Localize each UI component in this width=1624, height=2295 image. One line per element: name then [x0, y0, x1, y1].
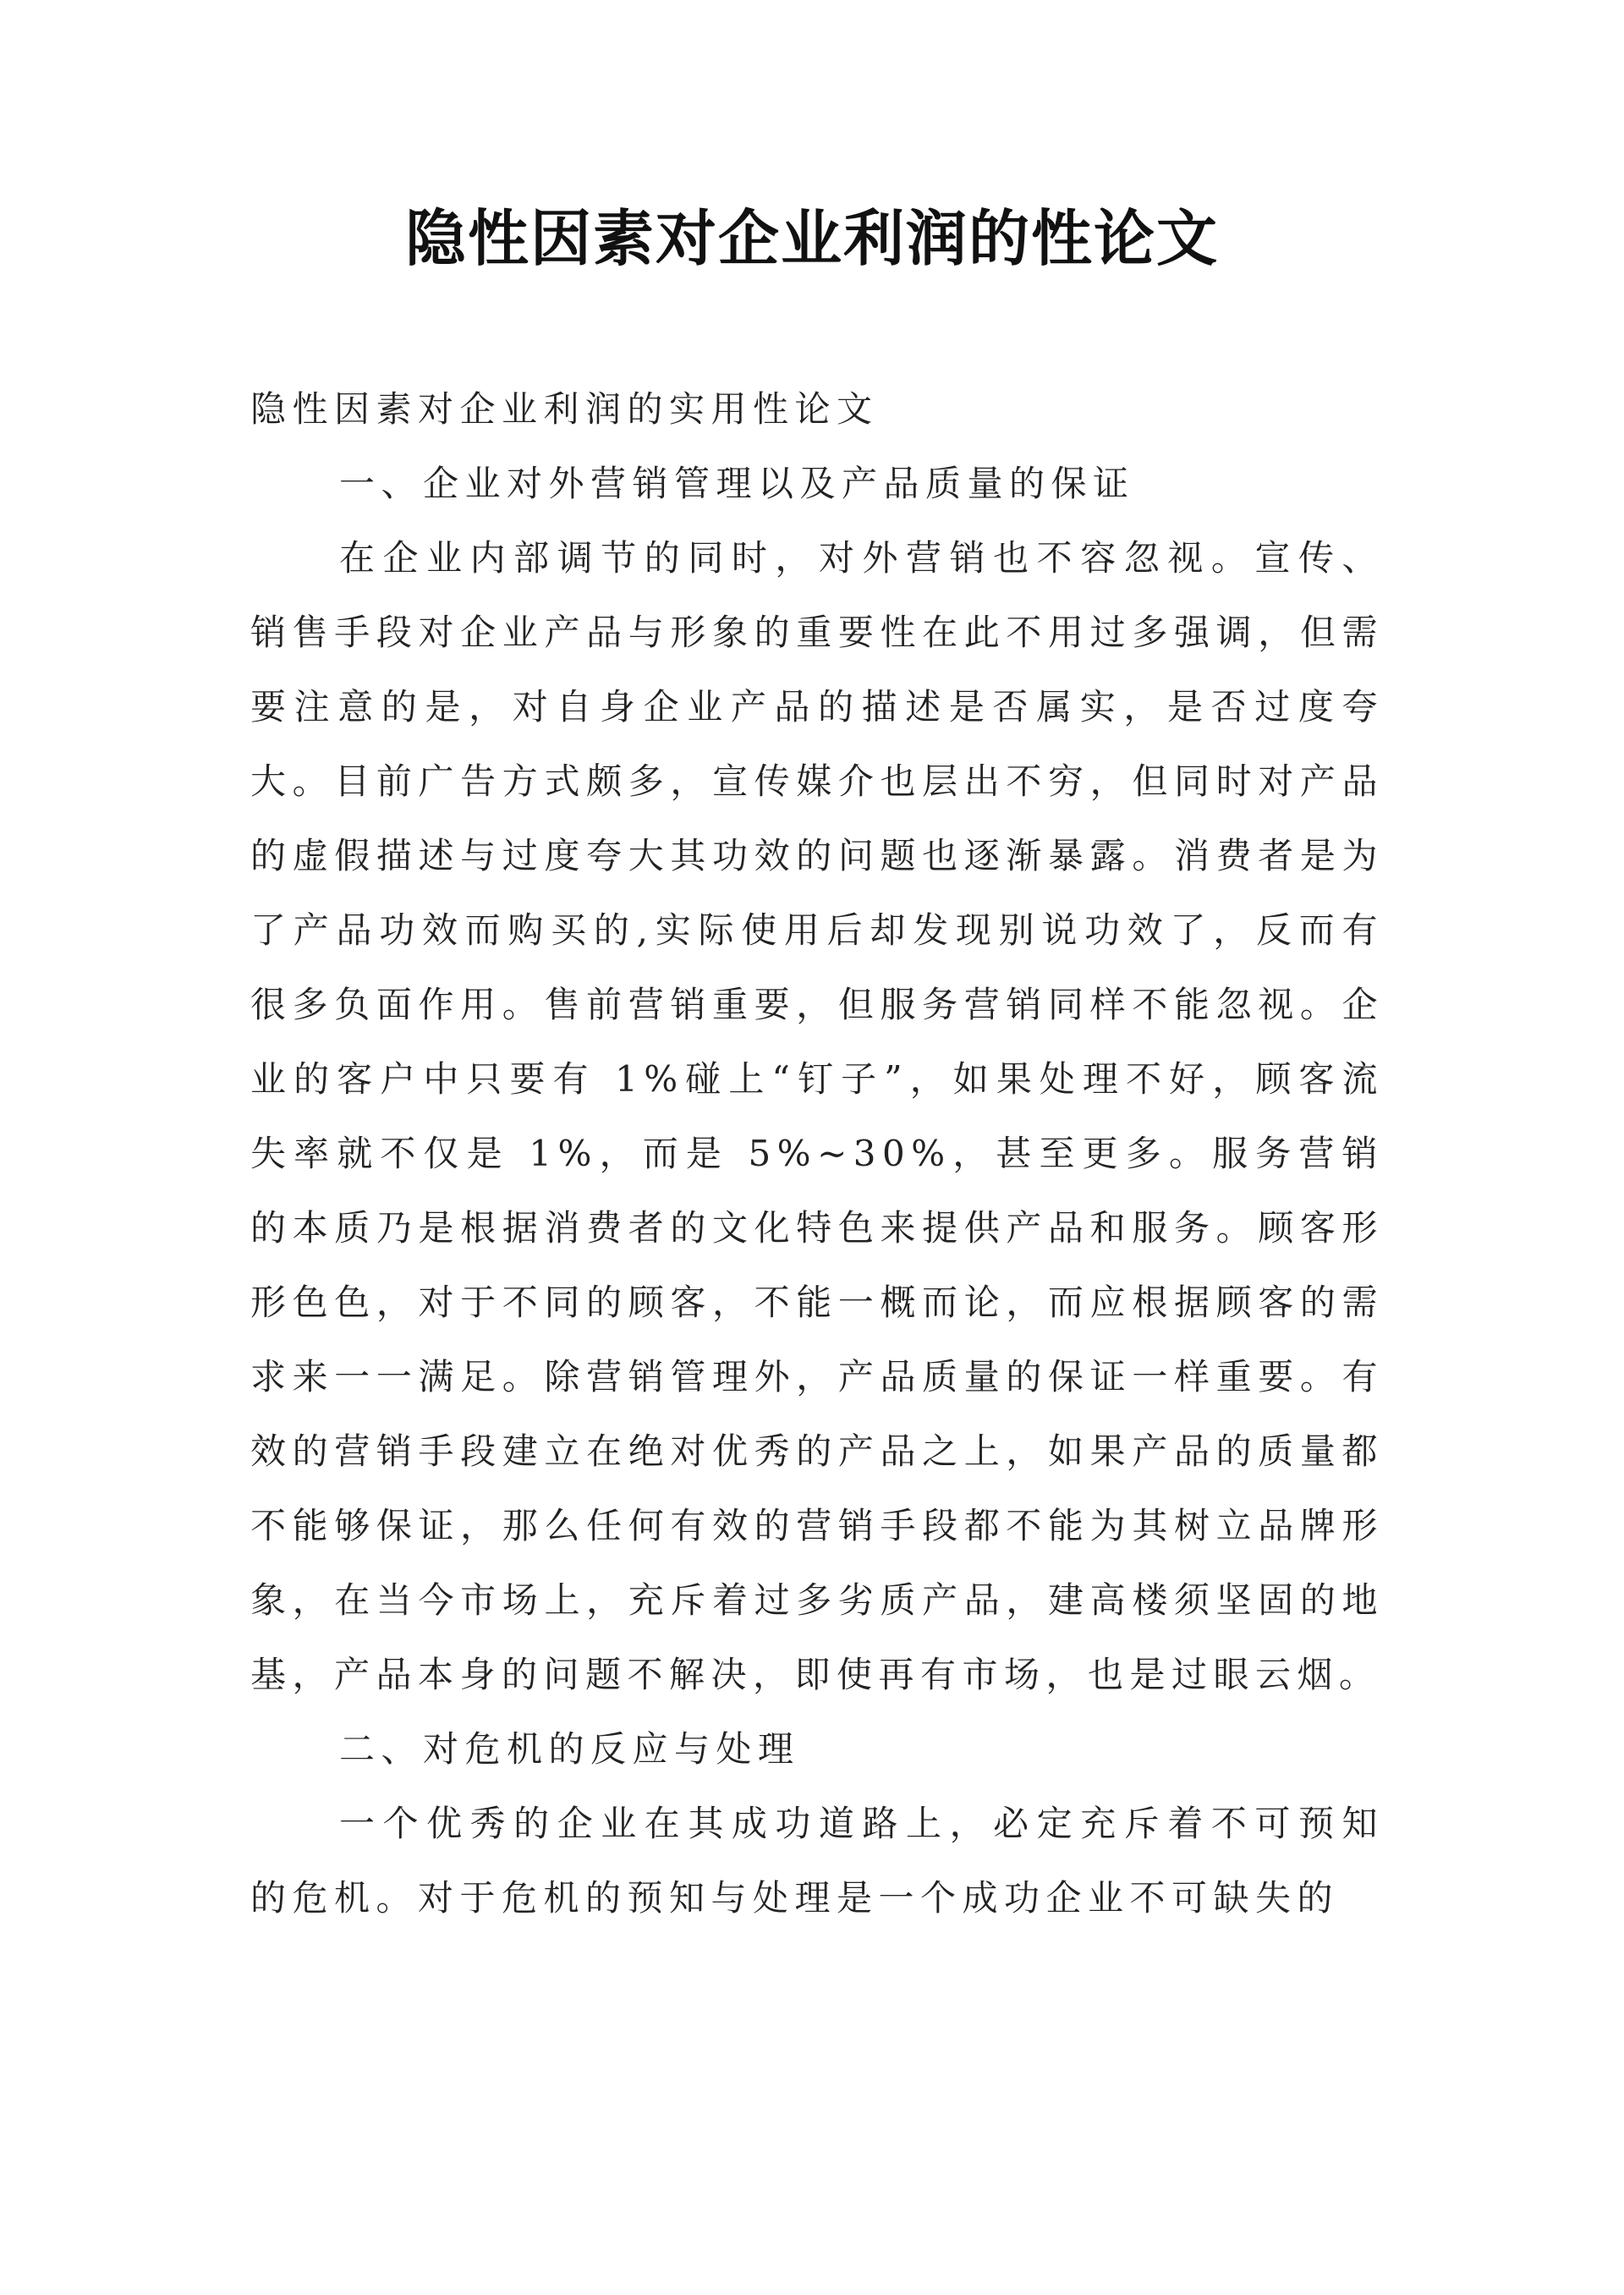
section-1-heading: 一、企业对外营销管理以及产品质量的保证	[339, 463, 1135, 504]
document-subtitle: 隐性因素对企业利润的实用性论文	[250, 388, 879, 430]
section-1-paragraph: 在企业内部调节的同时，对外营销也不容忽视。宣传、销售手段对企业产品与形象的重要性在此不用过多强调，但需要注意的是，对自身企业产品的描述是否属实，是否过度夸大。目前广告方式颇多，宣传媒介也层出不穷，但同时对产品的虚假描述与过度夸大其功效的问题也逐渐暴露。消费者是为了产品功效而购买的,实际使用后却发现别说功效了，反而有很多负面作用。售前营销重要，但服务营销同样不能忽视。企业的客户中只要有 1%碰上“钉子”，如果处理不好，顾客流失率就不仅是 1%，而是 5%~30%，甚至更多。服务营销的本质乃是根据消费者的文化特色来提供产品和服务。顾客形形色色，对于不同的顾客，不能一概而论，而应根据顾客的需求来一一满足。除营销管理外，产品质量的保证一样重要。有效的营销手段建立在绝对优秀的产品之上，如果产品的质量都不能够保证，那么任何有效的营销手段都不能为其树立品牌形象，在当今市场上，充斥着过多劣质产品，建高楼须坚固的地基，产品本身的问题不解决，即使再有市场，也是过眼云烟。	[250, 537, 1384, 1695]
section-2-paragraph: 一个优秀的企业在其成功道路上，必定充斥着不可预知的危机。对于危机的预知与处理是一个成功企业不可缺失的	[250, 1803, 1384, 1919]
document-body	[250, 372, 1384, 1935]
document-title: 隐性因素对企业利润的性论文	[404, 203, 1219, 274]
section-2-heading: 二、对危机的反应与处理	[339, 1728, 800, 1770]
